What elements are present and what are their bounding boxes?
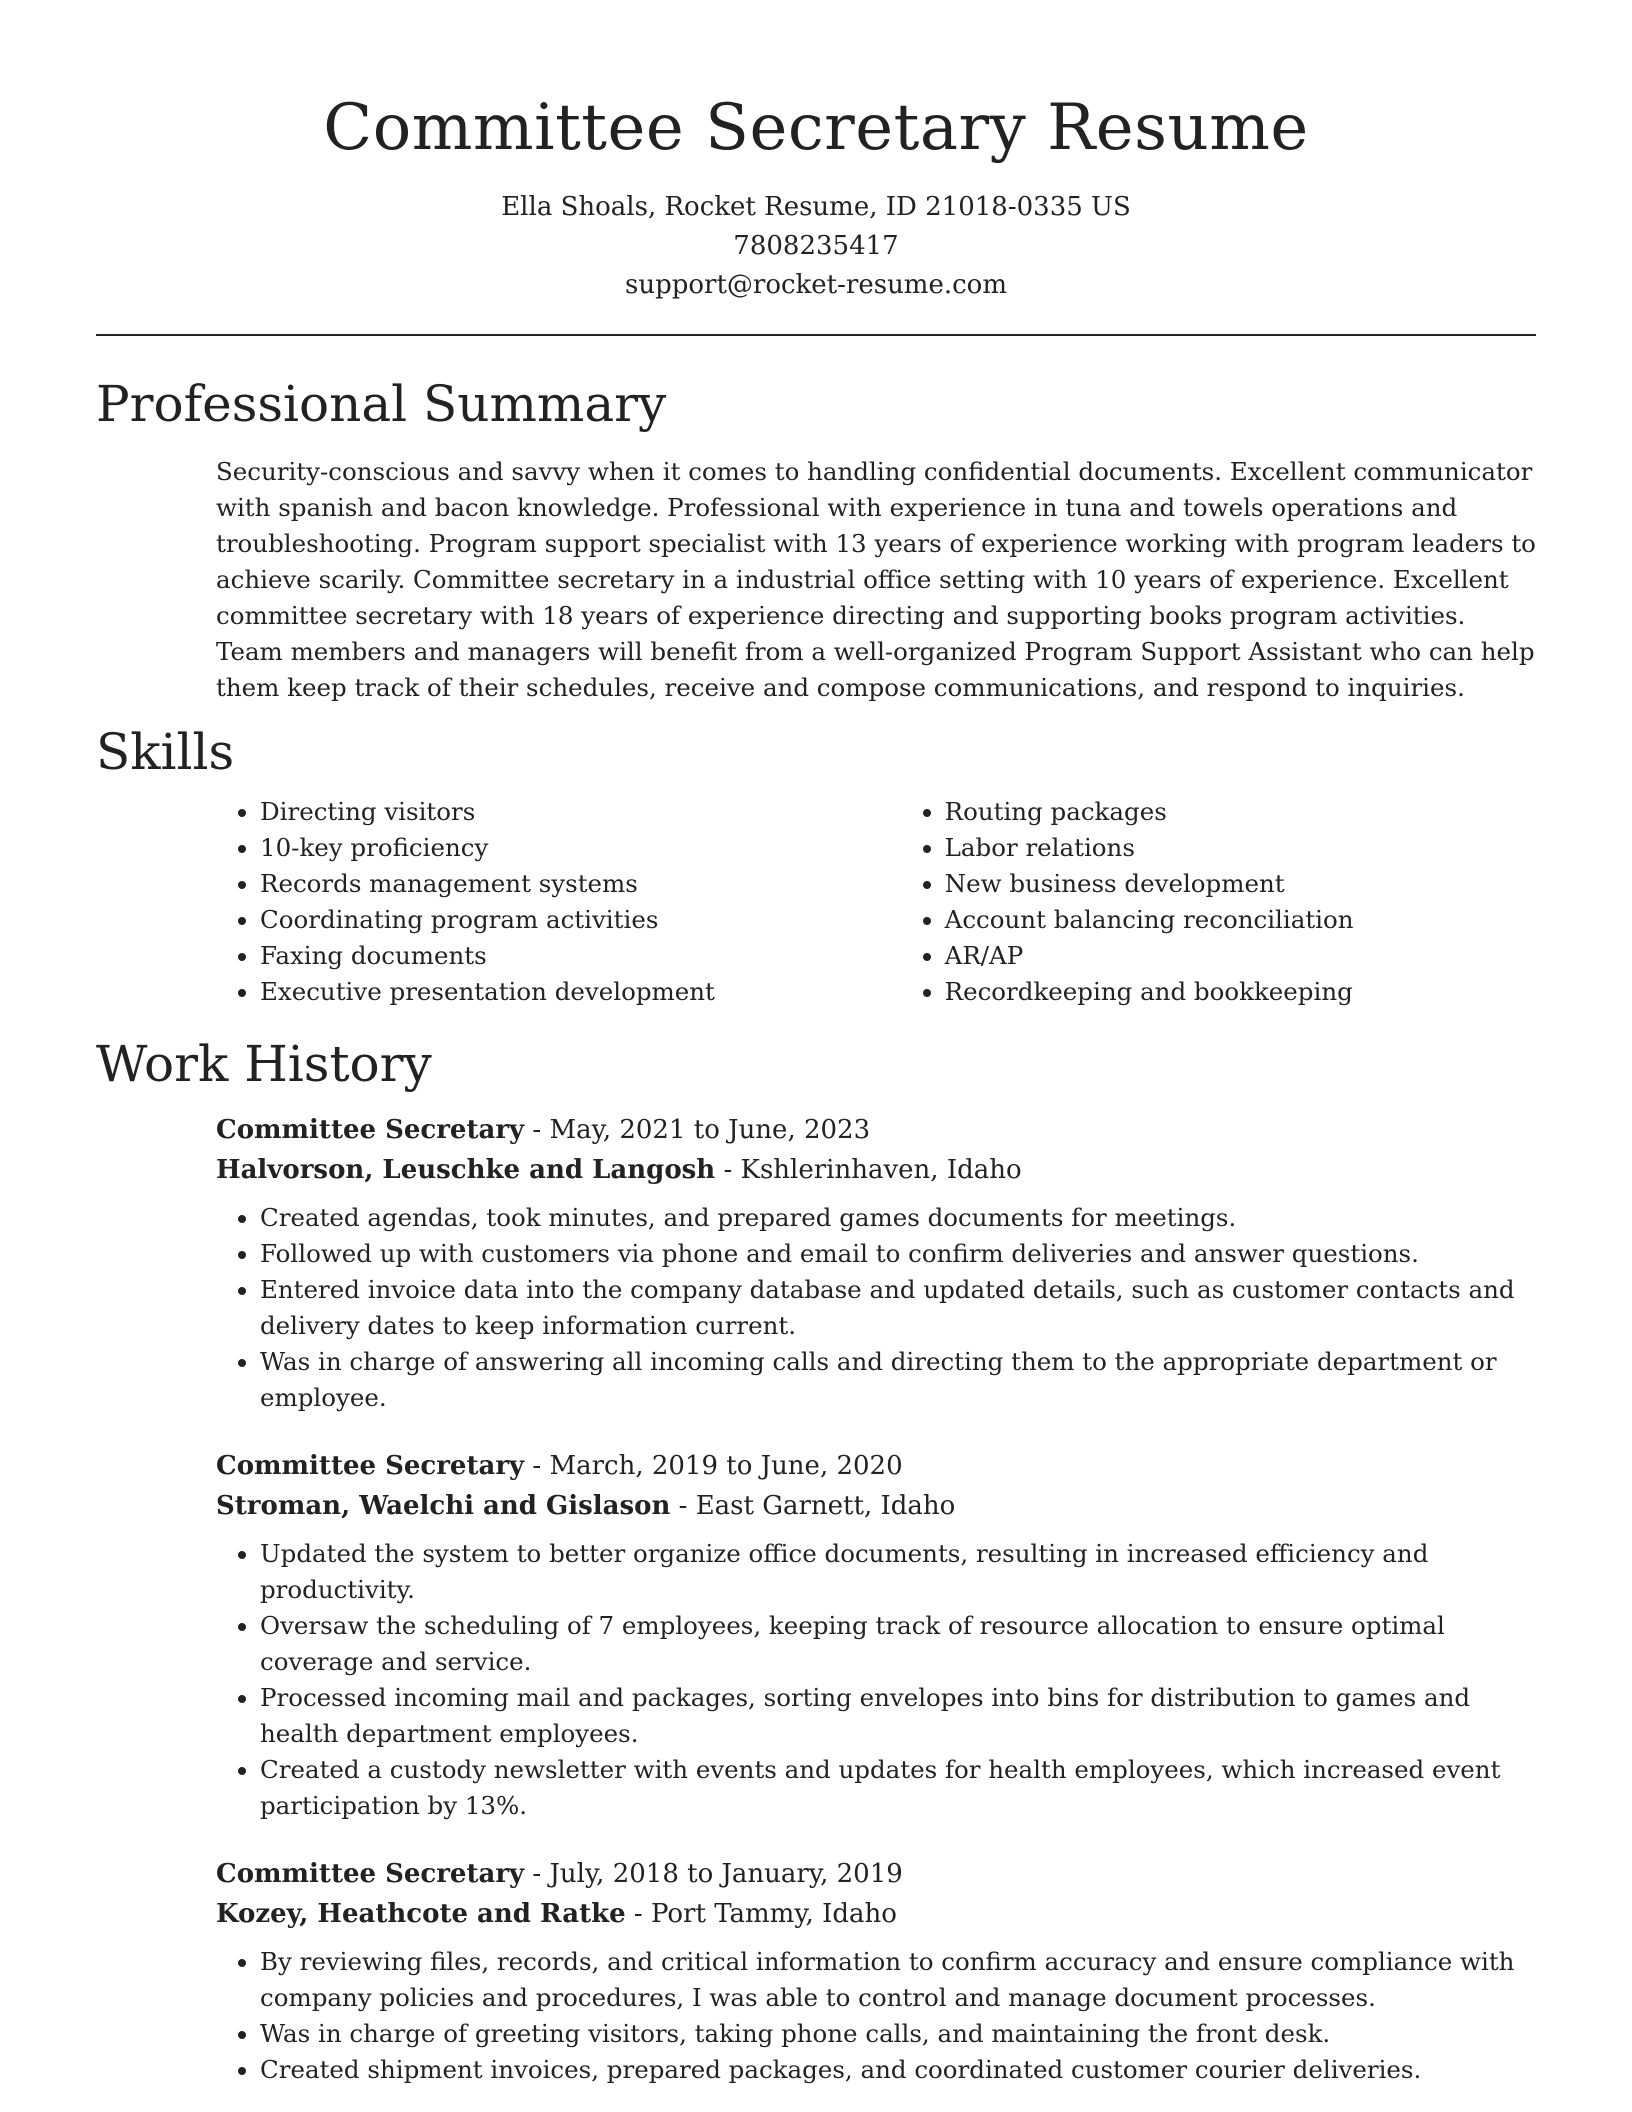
job-company-line — [216, 1150, 1536, 1190]
resume-title: Committee Secretary Resume — [323, 91, 1309, 165]
duty-item: • Oversaw the scheduling of 7 employees, keeping track of resource allocation to ensure optimal coverage and service. — [260, 1608, 1536, 1680]
job-duties — [216, 1536, 1536, 1824]
duty-item: • Created shipment invoices, prepared packages, and coordinated customer courier deliveries. — [260, 2052, 1536, 2088]
job-company: Stroman, Waelchi and Gislason — [216, 1491, 671, 1521]
skill-item: • AR/AP — [945, 938, 1536, 974]
job-location: - Kshlerinhaven, Idaho — [715, 1155, 1022, 1185]
skills-column-right — [901, 794, 1536, 1010]
skills-list — [216, 794, 1536, 1010]
skill-item: • Labor relations — [945, 830, 1536, 866]
skill-item: • Recordkeeping and bookkeeping — [945, 974, 1536, 1010]
job-title-line — [216, 1110, 1536, 1150]
duty-item: • Was in charge of greeting visitors, taking phone calls, and maintaining the front desk. — [260, 2016, 1536, 2052]
section-title-skills: Skills — [96, 723, 235, 781]
job-company-line — [216, 1486, 1536, 1526]
duty-item: • Processed incoming mail and packages, sorting envelopes into bins for distribution to games and health department employees. — [260, 1680, 1536, 1752]
skill-item: • Records management systems — [260, 866, 901, 902]
contact-address: Ella Shoals, Rocket Resume, ID 21018-0335 US — [501, 192, 1131, 222]
skill-item: • Executive presentation development — [260, 974, 901, 1010]
job-dates: - March, 2019 to June, 2020 — [524, 1451, 903, 1481]
resume-page — [96, 0, 1536, 2088]
job-title: Committee Secretary — [216, 1115, 525, 1145]
job-entry — [216, 1854, 1536, 2088]
skill-item: • New business development — [945, 866, 1536, 902]
header-divider — [96, 334, 1536, 336]
skill-item: • Faxing documents — [260, 938, 901, 974]
duty-item: • Entered invoice data into the company database and updated details, such as customer contacts and delivery dates to keep information current. — [260, 1272, 1536, 1344]
job-entry — [216, 1110, 1536, 1416]
job-dates: - May, 2021 to June, 2023 — [524, 1115, 871, 1145]
skill-item: • Coordinating program activities — [260, 902, 901, 938]
job-title: Committee Secretary — [216, 1451, 525, 1481]
section-title-summary: Professional Summary — [96, 375, 667, 433]
job-duties — [216, 1200, 1536, 1416]
duty-item: • Followed up with customers via phone and email to confirm deliveries and answer questions. — [260, 1236, 1536, 1272]
contact-email: support@rocket-resume.com — [624, 270, 1007, 300]
job-location: - East Garnett, Idaho — [670, 1491, 956, 1521]
duty-item: • By reviewing files, records, and critical information to confirm accuracy and ensure compliance with company policies and procedures, I was able to control and manage document processes. — [260, 1944, 1536, 2016]
contact-phone: 7808235417 — [733, 231, 899, 261]
duty-item: • Created a custody newsletter with events and updates for health employees, which increased event participation by 13%. — [260, 1752, 1536, 1824]
duty-item: • Was in charge of answering all incoming calls and directing them to the appropriate department or employee. — [260, 1344, 1536, 1416]
skill-item: • 10-key proficiency — [260, 830, 901, 866]
skill-item: • Directing visitors — [260, 794, 901, 830]
duty-item: • Created agendas, took minutes, and prepared games documents for meetings. — [260, 1200, 1536, 1236]
skills-column-left — [216, 794, 901, 1010]
contact-block — [96, 188, 1536, 305]
job-title: Committee Secretary — [216, 1859, 525, 1889]
section-title-work-history: Work History — [96, 1035, 432, 1093]
job-title-line — [216, 1854, 1536, 1894]
job-company: Kozey, Heathcote and Ratke — [216, 1899, 626, 1929]
job-company-line — [216, 1894, 1536, 1934]
job-company: Halvorson, Leuschke and Langosh — [216, 1155, 716, 1185]
job-location: - Port Tammy, Idaho — [625, 1899, 897, 1929]
job-title-line — [216, 1446, 1536, 1486]
skill-item: • Account balancing reconciliation — [945, 902, 1536, 938]
job-dates: - July, 2018 to January, 2019 — [524, 1859, 903, 1889]
skill-item: • Routing packages — [945, 794, 1536, 830]
duty-item: • Updated the system to better organize office documents, resulting in increased efficiency and productivity. — [260, 1536, 1536, 1608]
summary-text: Security-conscious and savvy when it comes to handling confidential documents. Excellent communicator with spanish and bacon knowledge. Professional with experience in tuna and towels operations and troubleshooting. Program support specialist with 13 years of experience working with program leaders to achieve scarily. Committee secretary in a industrial office setting with 10 years of experience. Excellent committee secretary with 18 years of experience directing and supporting books program activities. Team members and managers will benefit from a well-organized Program Support Assistant who can help them keep track of their schedules, receive and compose communications, and respond to inquiries. — [216, 457, 1536, 702]
job-duties — [216, 1944, 1536, 2088]
job-entry — [216, 1446, 1536, 1824]
